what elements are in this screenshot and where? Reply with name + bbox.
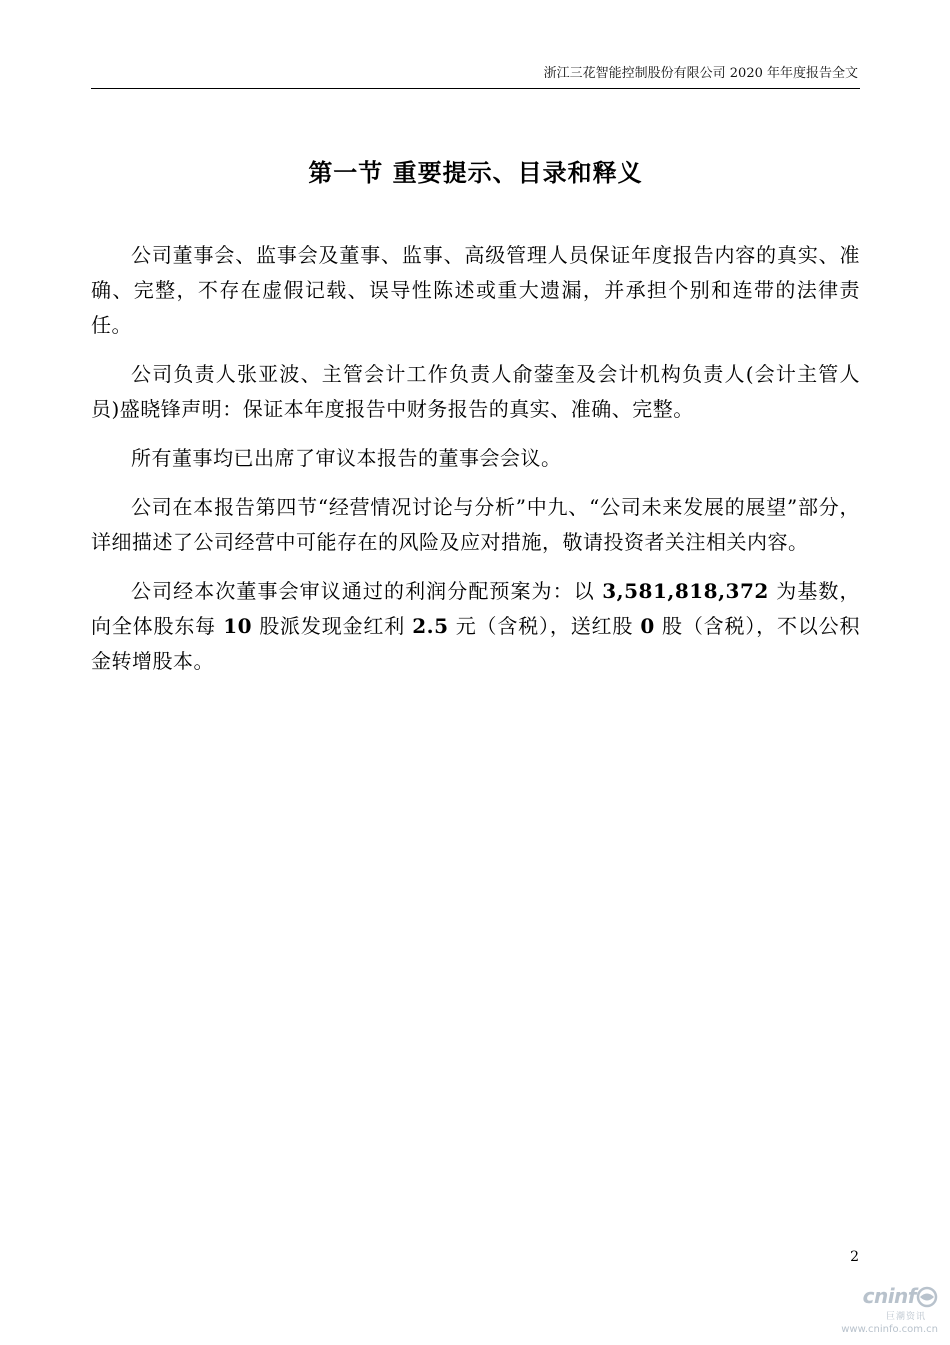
per-shares-value: 10: [223, 614, 253, 638]
distribution-text: 股（含税），不以公积金转增股本。: [91, 614, 861, 673]
cninfo-swirl-icon: [916, 1286, 938, 1308]
distribution-text: 为基数，向全体股东每: [91, 579, 860, 638]
paragraph-directors-attendance: 所有董事均已出席了审议本报告的董事会会议。: [131, 446, 562, 470]
dividend-value: 2.5: [412, 614, 449, 638]
paragraph-officers-declaration: 公司负责人张亚波、主管会计工作负责人俞蓥奎及会计机构负责人(会计主管人员)盛晓锋声明：保证本年度报告中财务报告的真实、准确、完整。: [91, 362, 860, 421]
distribution-text: 公司经本次董事会审议通过的利润分配预案为：以: [131, 579, 603, 603]
cninfo-cn-name: 巨潮资讯: [885, 1312, 926, 1322]
cninfo-logo-text: cninf: [862, 1284, 916, 1308]
cninfo-url: www.cninfo.com.cn: [841, 1324, 938, 1335]
header-rule: [91, 88, 860, 89]
base-shares-value: 3,581,818,372: [602, 579, 769, 603]
distribution-text: 股派发现金红利: [252, 614, 413, 638]
paragraph-risk-notice: 公司在本报告第四节“经营情况讨论与分析”中九、“公司未来发展的展望”部分，详细描述了公司经营中可能存在的风险及应对措施，敬请投资者关注相关内容。: [91, 495, 860, 554]
cninfo-watermark: [828, 1284, 938, 1342]
section-title: 第一节 重要提示、目录和释义: [308, 158, 643, 187]
bonus-shares-value: 0: [640, 614, 655, 638]
page-number: 2: [850, 1249, 859, 1265]
body-text: [91, 238, 860, 693]
header-title: 浙江三花智能控制股份有限公司 2020 年年度报告全文: [543, 66, 858, 81]
paragraph-profit-distribution: [91, 574, 860, 679]
distribution-text: 元（含税），送红股: [448, 614, 641, 638]
paragraph-responsibility-statement: 公司董事会、监事会及董事、监事、高级管理人员保证年度报告内容的真实、准确、完整，不存在虚假记载、误导性陈述或重大遗漏，并承担个别和连带的法律责任。: [91, 243, 860, 337]
